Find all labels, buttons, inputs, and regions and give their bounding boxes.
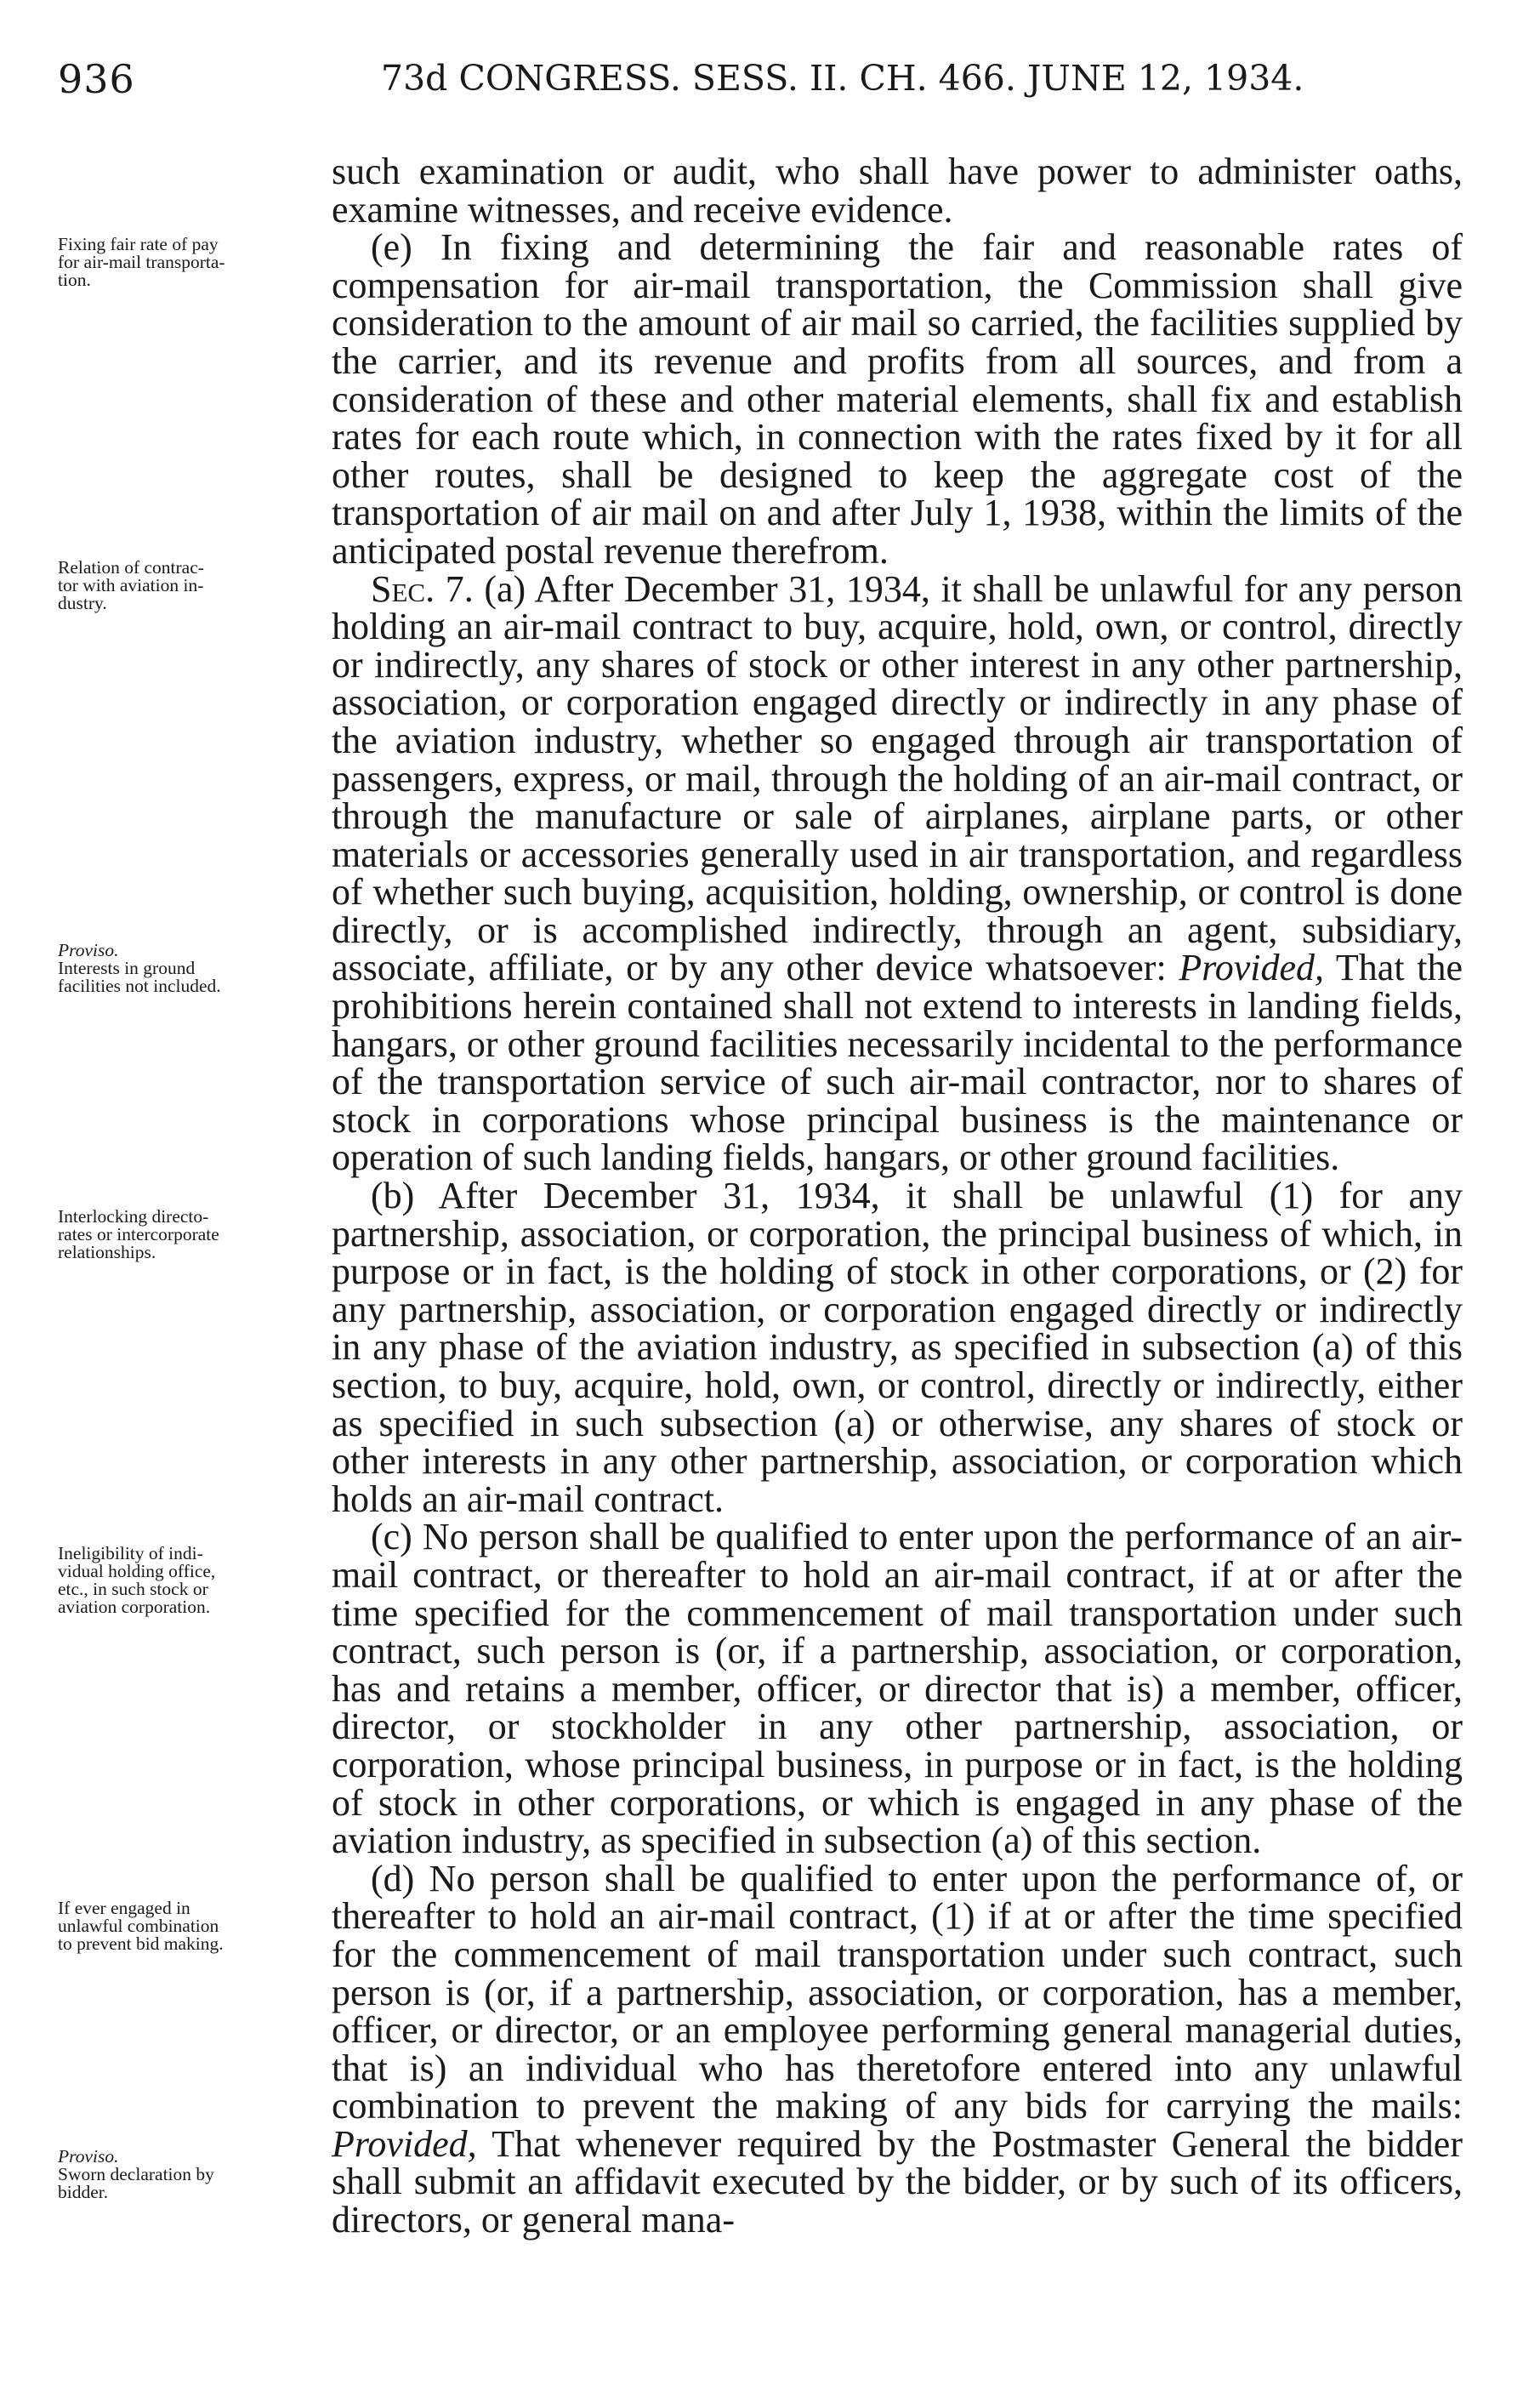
subsection-d-proviso-text: That whenever required by the Postmaster General the bidder shall submit an affidavit executed by the bidder, or by such of its officers, directors, or general mana- bbox=[332, 2122, 1463, 2241]
paragraph-subsection-c: (c) No person shall be qualified to enter upon the performance of an air-mail contract, or thereafter to hold an air-mail contract, if at or after the time specified for the commencement of mail transportation under such contract, such person is (or, if a partnership, association, or corporation, has and retains a member, officer, or director that is) a member, officer, director, or stockholder in any other partnership, association, or corporation, whose principal business, in purpose or in fact, is the holding of stock in other corporations, or which is engaged in any phase of the aviation industry, as specified in subsection (a) of this section. bbox=[332, 1516, 1463, 1862]
sidenote-line: rates or intercorporate bbox=[58, 1224, 219, 1244]
paragraph-subsection-e: (e) In fixing and determining the fair and reasonable rates of compensation for air-mail transportation, the Commission shall give consideration to the amount of air mail so carried, the facilities supplied by the carrier, and its revenue and profits from all sources, and from a consideration of these and other material elements, shall fix and establish rates for each route which, in connection with the rates fixed by it for all other routes, shall be designed to keep the aggregate cost of the transportation of air mail on and after July 1, 1938, within the limits of the anticipated postal revenue therefrom. bbox=[332, 226, 1463, 572]
sidenote-line: to prevent bid making. bbox=[58, 1933, 224, 1954]
sidenote-line: unlawful combination bbox=[58, 1916, 219, 1936]
sidenote-line: If ever engaged in bbox=[58, 1898, 190, 1918]
sidenote-interlocking bbox=[58, 1208, 321, 1261]
section-7a-text: 7. (a) After December 31, 1934, it shall be unlawful for any person holding an air-mail contract to buy, acquire, hold, own, or control, directly or indirectly, any shares of stock or other interest in any other partnership, association, or corporation engaged directly or indirectly in any phase of the aviation industry, whether so engaged through air transportation of passengers, express, or mail, through the holding of an air-mail contract, or through the manufacture or sale of airplanes, airplane parts, or other materials or accessories generally used in air transportation, and regardless of whether such buying, acquisition, holding, ownership, or control is done directly, or is accomplished indirectly, through an agent, subsidiary, associate, affiliate, or by any other device whatsoever: bbox=[332, 567, 1463, 989]
statute-body bbox=[332, 153, 1463, 2240]
sidenote-fair-rate bbox=[58, 236, 321, 289]
sidenote-ground-facilities bbox=[58, 942, 321, 995]
sidenote-line: etc., in such stock or bbox=[58, 1579, 208, 1599]
section-label: Sec. bbox=[371, 567, 435, 610]
sidenote-line: Relation of contrac- bbox=[58, 557, 204, 578]
provided-term: Provided, bbox=[1179, 947, 1325, 989]
sidenote-bid-combination bbox=[58, 1899, 321, 1953]
margin-notes bbox=[58, 0, 321, 2403]
paragraph-continuation: such examination or audit, who shall have power to administer oaths, examine witnesses, and receive evidence. bbox=[332, 151, 1463, 231]
sidenote-line: Fixing fair rate of pay bbox=[58, 234, 219, 254]
page-number: 936 bbox=[58, 56, 135, 102]
sidenote-line: dustry. bbox=[58, 593, 107, 613]
sidenote-line: Ineligibility of indi- bbox=[58, 1543, 203, 1563]
running-head: 73d CONGRESS. SESS. II. CH. 466. JUNE 12, 1934. bbox=[381, 58, 1304, 99]
sidenote-line: Sworn declaration by bbox=[58, 2164, 214, 2184]
sidenote-line: tor with aviation in- bbox=[58, 575, 204, 595]
sidenote-line: Interests in ground bbox=[58, 958, 196, 978]
sidenote-line: tion. bbox=[58, 270, 91, 290]
sidenote-line: aviation corporation. bbox=[58, 1597, 211, 1617]
sidenote-line: for air-mail transporta- bbox=[58, 252, 225, 272]
sidenote-proviso: Proviso. bbox=[58, 940, 119, 960]
sidenote-proviso: Proviso. bbox=[58, 2146, 119, 2167]
sidenote-sworn-declaration bbox=[58, 2148, 321, 2201]
subsection-d-text: (d) No person shall be qualified to enter upon the performance of, or thereafter to hold an air-mail contract, (1) if at or after the time specified for the commencement of mail transportation under such contract, such person is (or, if a partnership, association, or corporation, has a member, officer, or director, or an employee performing general managerial duties, that is) an individual who has theretofore entered into any unlawful combination to prevent the making of any bids for carrying the mails: bbox=[332, 1857, 1463, 2127]
sidenote-line: bidder. bbox=[58, 2182, 109, 2202]
provided-term: Provided, bbox=[332, 2122, 477, 2165]
sidenote-line: facilities not included. bbox=[58, 976, 221, 996]
paragraph-subsection-d bbox=[332, 1857, 1463, 2241]
section-7a-proviso-text: That the prohibitions herein contained shall not extend to interests in landing fields, hangars, or other ground facilities necessarily incidental to the performance of the transportation service of such air-mail contractor, nor to shares of stock in corporations whose principal business is the maintenance or operation of such landing fields, hangars, or other ground facilities. bbox=[332, 947, 1463, 1179]
sidenote-line: vidual holding office, bbox=[58, 1561, 216, 1581]
sidenote-ineligibility bbox=[58, 1545, 321, 1616]
paragraph-subsection-b: (b) After December 31, 1934, it shall be unlawful (1) for any partnership, association, or corporation, the principal business of which, in purpose or in fact, is the holding of stock in other corporations, or (2) for any partnership, association, or corporation engaged directly or indirectly in any phase of the aviation industry, as specified in subsection (a) of this section, to buy, acquire, hold, own, or control, directly or indirectly, either as specified in such subsection (a) or otherwise, any shares of stock or other interests in any other partnership, association, or corporation which holds an air-mail contract. bbox=[332, 1175, 1463, 1520]
sidenote-contractor-relation bbox=[58, 559, 321, 612]
sidenote-line: relationships. bbox=[58, 1242, 156, 1262]
paragraph-section-7a bbox=[332, 567, 1463, 1179]
sidenote-line: Interlocking directo- bbox=[58, 1206, 209, 1227]
